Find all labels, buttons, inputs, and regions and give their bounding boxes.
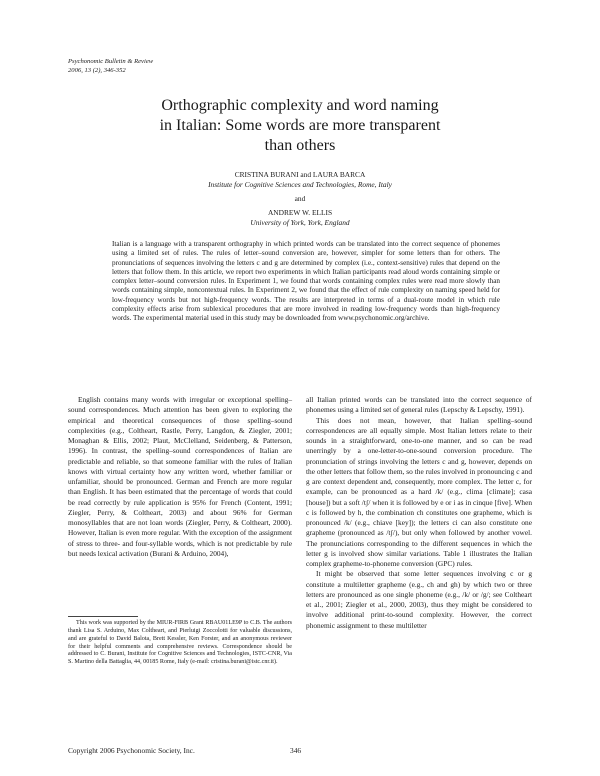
title-line-1: Orthographic complexity and word naming [161,97,439,114]
body-column-right [306,395,532,631]
body-paragraph: This does not mean, however, that Italian spelling–sound correspondences are all equally simple. Most Italian letters relate to their sounds in a straightforward, one-to-one manner, and so can be read unerringly by a one-letter-to-one-sound conversion procedure. The pronunciation of strings involving the letters c and g, however, depends on the other letters that follow them, so the rules involved in pronouncing c and g are context dependent and, consequently, more complex. The letter c, for example, can be pronounced as a hard /k/ (e.g., clima [climate]; casa [house]) but a soft /tʃ/ when it is followed by e or i as in cinque [five]. When c is followed by h, the combination ch constitutes one grapheme, which is pronounced /k/ (e.g., chiave [key]); the letters ci can also constitute one grapheme (pronounced as /tʃ/), but only when followed by another vowel. The pronunciations corresponding to the different sequences in which the letter g is involved show similar variations. Table 1 illustrates the Italian complex grapheme-to-phoneme conversion (GPC) rules. [306,415,532,568]
journal-name: Psychonomic Bulletin & Review [68,58,154,65]
body-paragraph: all Italian printed words can be translated into the correct sequence of phonemes using a limited set of general rules (Lepschy & Lepschy, 1991). [306,395,532,415]
page-number: 346 [290,746,302,755]
footnote-divider [68,616,138,617]
abstract: Italian is a language with a transparent orthography in which printed words can be translated into the correct sequence of phonemes using a limited set of rules. The rules of letter–sound conversion are, however, simpler for some letters than for others. The pronunciations of sequences involving the letters c and g are determined by complex (i.e., context-sensitive) rules that depend on the letters that follow them. In this article, we report two experiments in which Italian participants read aloud words containing simple or complex letter–sound conversion rules. In Experiment 1, we found that words containing complex rules were read more slowly than words containing simple, noncontextual rules. In Experiment 2, we found that the effect of rule complexity on naming speed held for low-frequency words but not high-frequency words. The results are interpreted in terms of a dual-route model in which rule complexity effects arise from sublexical procedures that are more involved in reading low-frequency words than high-frequency words. The experimental material used in this study may be downloaded from www.psychonomic.org/archive. [112,240,500,323]
body-paragraph: English contains many words with irregular or exceptional spelling–sound correspondences. Much attention has been given to exploring the empirical and theoretical consequences of those spelling–sound complexities (e.g., Coltheart, Rastle, Perry, Langdon, & Ziegler, 2001; Monaghan & Ellis, 2002; Plaut, McClelland, Seidenberg, & Patterson, 1996). In contrast, the spelling–sound correspondences of Italian are predictable and reliable, so that someone familiar with the rules of Italian knows with virtual certainty how any written word, whether familiar or unfamiliar, should be pronounced. German and French are more regular than English. It has been estimated that the percentage of words that could be read correctly by rule application is 95% for French (Content, 1991; Ziegler, Perry, & Coltheart, 2003) and about 96% for German monosyllables that are not loan words (Ziegler, Perry, & Coltheart, 2000). However, Italian is even more regular. With the exception of the assignment of stress to three- and four-syllable words, which is not predictable by rule but needs lexical activation (Burani & Arduino, 2004), [68,395,292,558]
title-line-3: than others [264,137,336,154]
title-line-2: in Italian: Some words are more transparent [159,117,441,134]
author-affiliation-1: Institute for Cognitive Sciences and Technologies, Rome, Italy [208,180,392,189]
author-names-2: ANDREW W. ELLIS [267,208,333,217]
copyright-notice: Copyright 2006 Psychonomic Society, Inc. [68,746,195,755]
journal-header [68,57,153,75]
footnote [68,620,292,667]
footnote-text: This work was supported by the MIUR-FIRB Grant RBAU01LE9P to C.B. The authors thank Lisa S. Arduino, Max Coltheart, and Pierluigi Zoccolotti for valuable discussions, and are grateful to David Balota, Brett Kessler, Ken Forster, and an anonymous reviewer for their helpful comments and comprehensive reviews. Correspondence should be addressed to C. Burani, Institute for Cognitive Sciences and Technologies, ISTC-CNR, Via S. Martino della Battaglia, 44, 00185 Rome, Italy (e-mail: cristina.burani@istc.cnr.it). [68,620,292,666]
journal-citation: 2006, 13 (2), 346-352 [68,67,126,74]
author-block [60,170,540,228]
author-conjunction: and [294,194,306,203]
body-column-left [68,395,292,559]
paper-title [60,96,540,156]
author-affiliation-2: University of York, York, England [250,218,350,227]
author-names-1: CRISTINA BURANI and LAURA BARCA [234,170,366,179]
body-paragraph: It might be observed that some letter sequences involving c or g constitute a multiletter grapheme (e.g., ch and gh) by which two or three letters are pronounced as one single phoneme (e.g., /k/ or /g/; see Coltheart et al., 2001; Ziegler et al., 2000, 2003), thus they might be considered to involve additional print-to-sound complexity. However, the correct phonemic assignment to these multiletter [306,569,532,630]
